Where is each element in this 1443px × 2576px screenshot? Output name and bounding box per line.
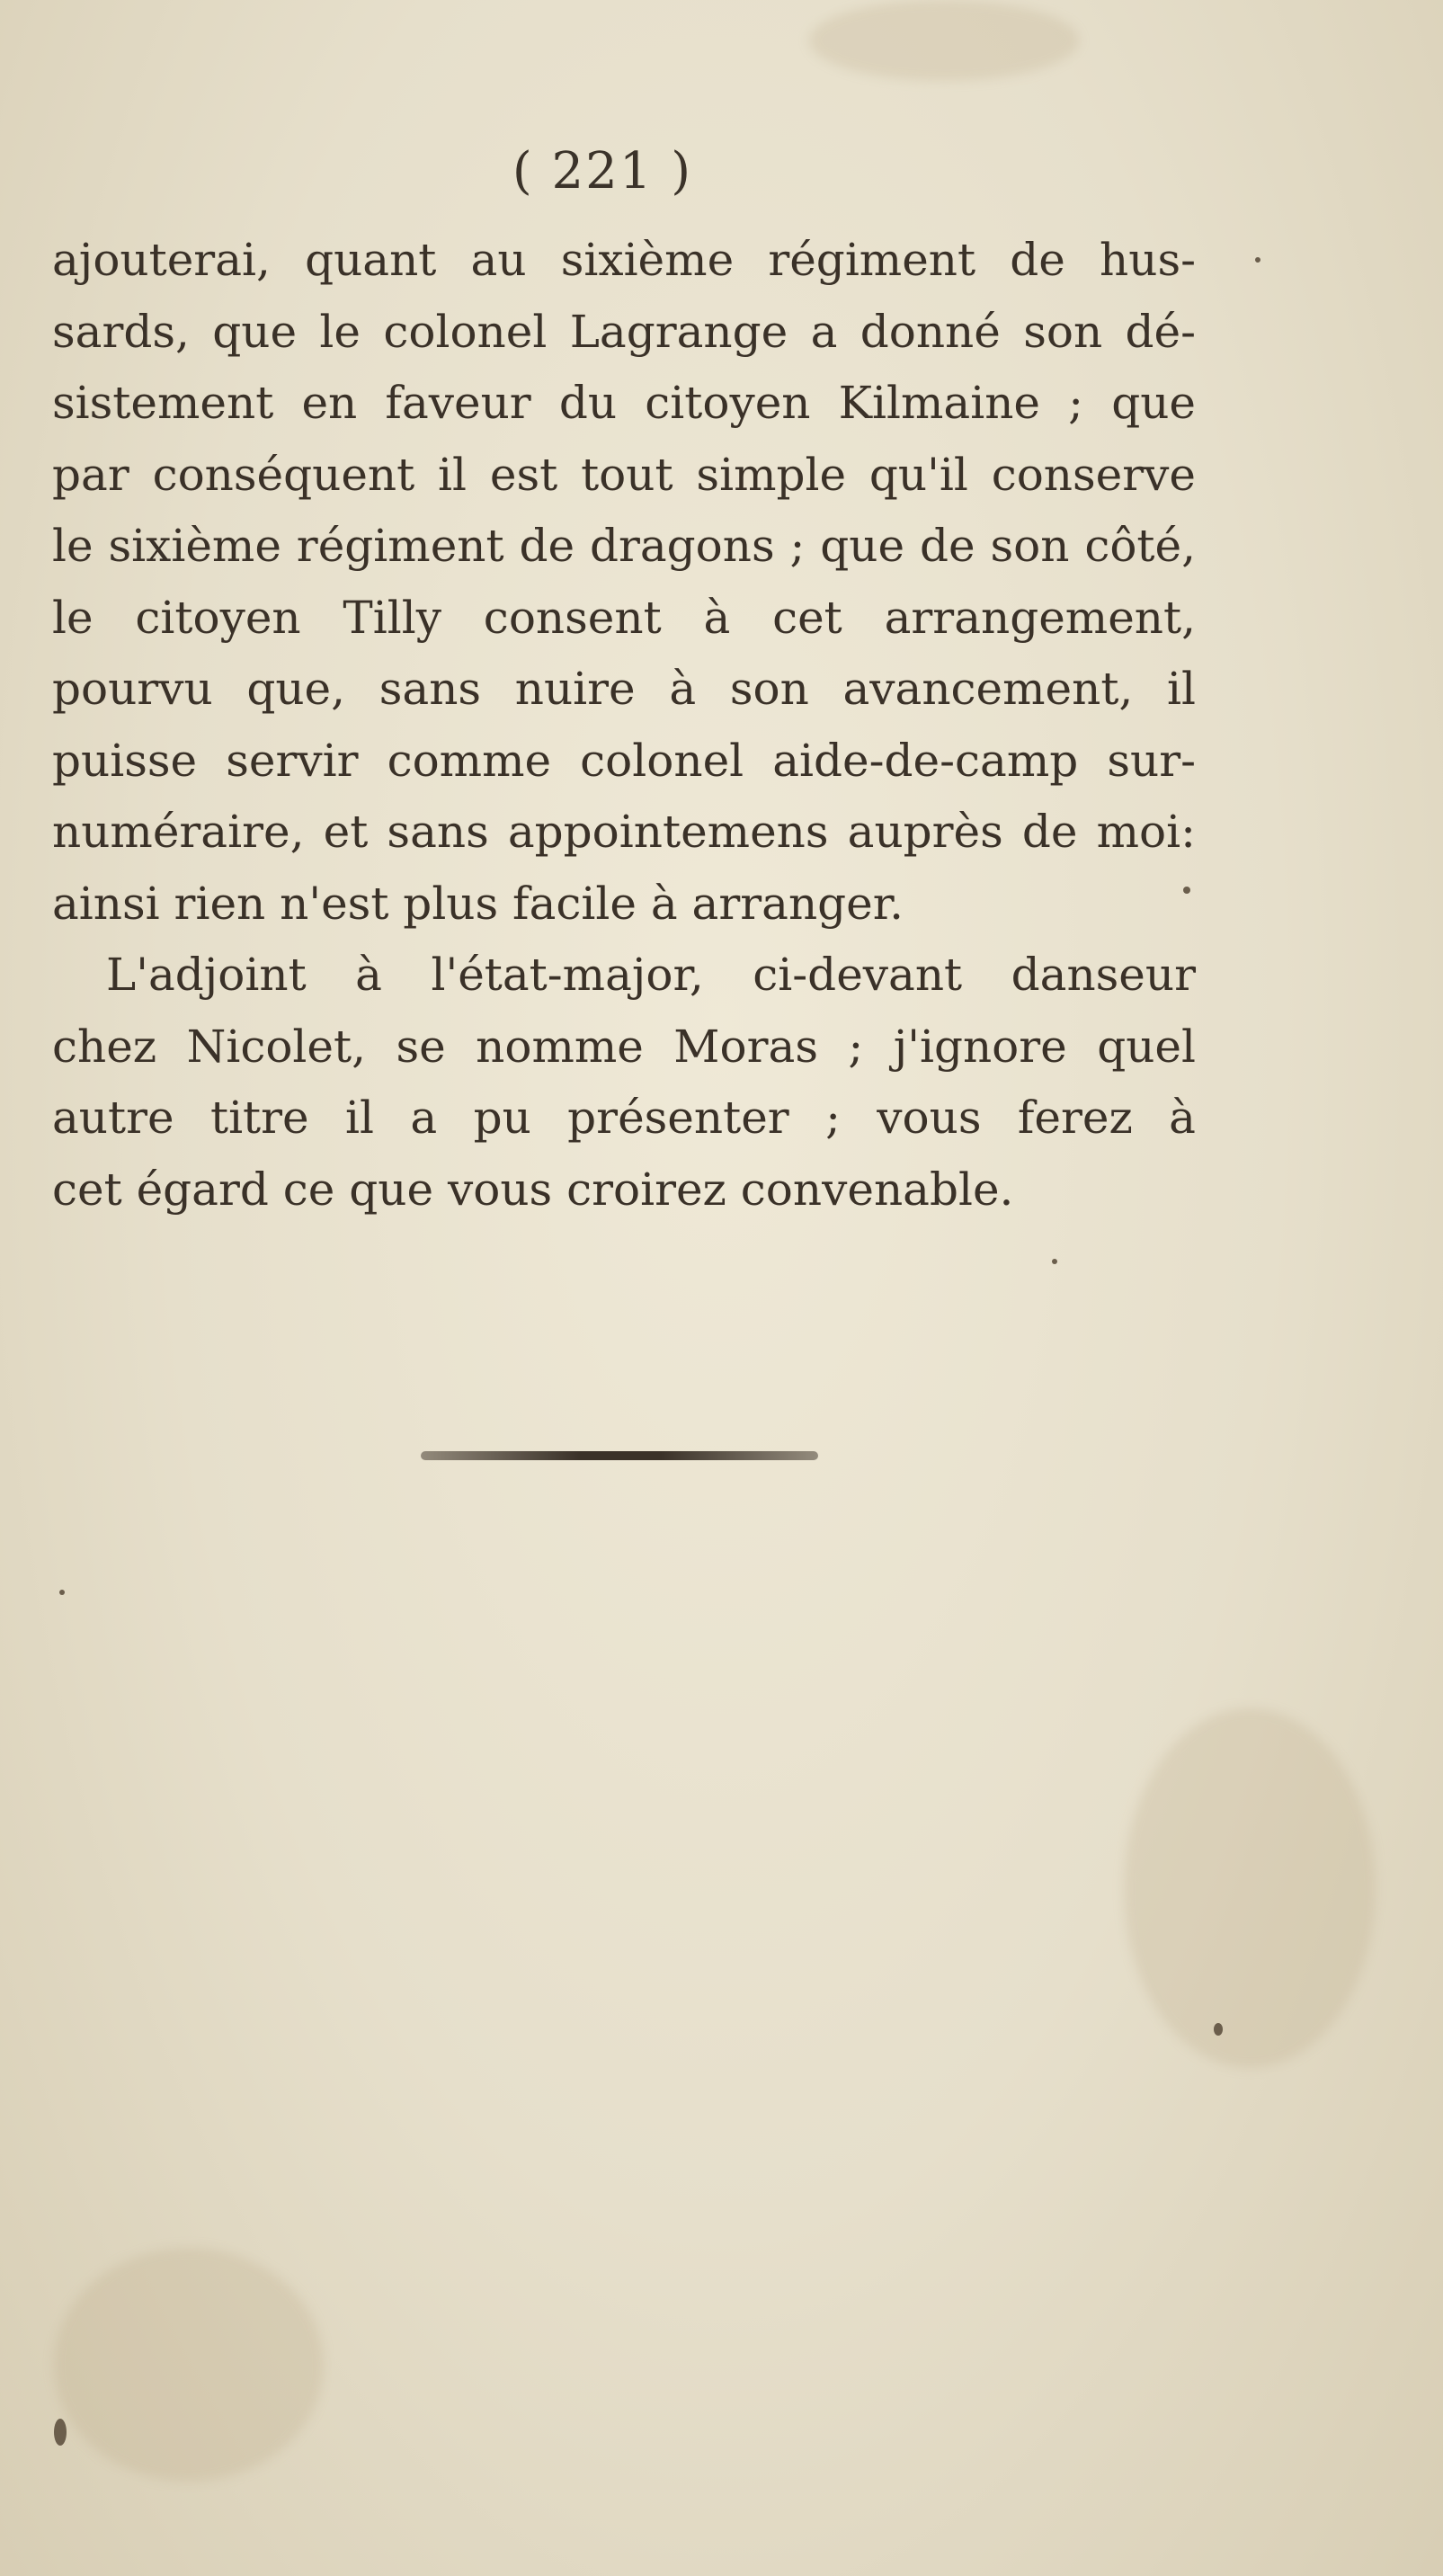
paper-stain: [809, 0, 1079, 81]
text-line: ainsi rien n'est plus facile à arranger.: [52, 877, 904, 930]
text-line: sistement en faveur du citoyen Kilmaine ; que: [52, 377, 1196, 429]
ink-speck: [1052, 1259, 1057, 1264]
ink-speck: [54, 2419, 67, 2446]
ink-speck: [1183, 887, 1190, 894]
page-number: ( 221 ): [512, 142, 693, 201]
text-line: chez Nicolet, se nomme Moras ; j'ignore quel: [52, 1020, 1196, 1073]
ink-speck: [1214, 2023, 1223, 2036]
text-line: le citoyen Tilly consent à cet arrangement,: [52, 591, 1196, 644]
text-line: puisse servir comme colonel aide-de-camp sur-: [52, 734, 1196, 787]
text-line: cet égard ce que vous croirez convenable.: [52, 1163, 1014, 1216]
text-line: autre titre il a pu présenter ; vous ferez à: [52, 1092, 1196, 1144]
text-line: L'adjoint à l'état-major, ci-devant danseur: [106, 949, 1196, 1001]
text-line: sards, que le colonel Lagrange a donné son dé-: [52, 305, 1196, 358]
paper-stain: [54, 2248, 324, 2482]
paper-stain: [1124, 1708, 1376, 2068]
text-line: pourvu que, sans nuire à son avancement, il: [52, 663, 1196, 715]
ink-speck: [1255, 257, 1260, 263]
text-line: le sixième régiment de dragons ; que de son côté,: [52, 520, 1196, 572]
text-line: par conséquent il est tout simple qu'il conserve: [52, 448, 1196, 501]
ink-speck: [59, 1590, 65, 1595]
text-line: ajouterai, quant au sixième régiment de hus-: [52, 234, 1196, 286]
text-line: numéraire, et sans appointemens auprès de moi:: [52, 806, 1196, 858]
body-text: [52, 225, 1196, 1226]
ornamental-rule: [421, 1451, 818, 1460]
